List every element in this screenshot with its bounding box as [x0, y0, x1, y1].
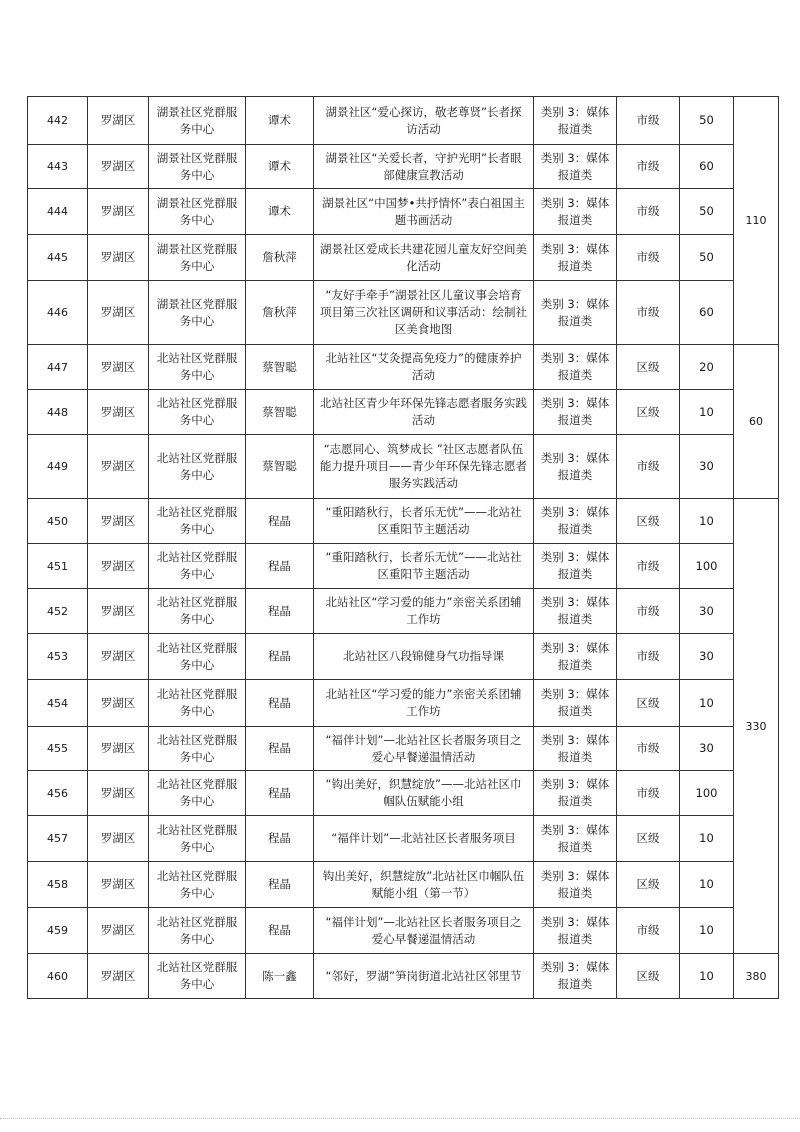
- organization-cell: 北站社区党群服务中心: [149, 499, 246, 544]
- level-cell: 区级: [617, 816, 680, 862]
- activity-cell: “邻好，罗湖”笋岗街道北站社区邻里节: [314, 954, 534, 999]
- row-number-cell: 446: [28, 281, 88, 345]
- group-total-cell: 110: [734, 97, 779, 345]
- organization-cell: 北站社区党群服务中心: [149, 727, 246, 771]
- district-cell: 罗湖区: [88, 345, 149, 390]
- score-cell: 10: [680, 816, 734, 862]
- category-cell: 类别 3：媒体报道类: [534, 771, 617, 816]
- level-cell: 市级: [617, 189, 680, 235]
- person-cell: 詹秋萍: [246, 235, 314, 281]
- person-cell: 蔡智聪: [246, 345, 314, 390]
- organization-cell: 北站社区党群服务中心: [149, 589, 246, 634]
- level-cell: 市级: [617, 235, 680, 281]
- person-cell: 程晶: [246, 862, 314, 908]
- group-total-cell: 330: [734, 499, 779, 954]
- row-number-cell: 444: [28, 189, 88, 235]
- district-cell: 罗湖区: [88, 634, 149, 680]
- score-cell: 100: [680, 544, 734, 589]
- score-cell: 10: [680, 954, 734, 999]
- person-cell: 程晶: [246, 908, 314, 954]
- category-cell: 类别 3：媒体报道类: [534, 145, 617, 189]
- activity-cell: “福伴计划”—北站社区长者服务项目之爱心早餐递温情活动: [314, 727, 534, 771]
- score-cell: 100: [680, 771, 734, 816]
- table-row: [28, 816, 779, 862]
- score-cell: 10: [680, 680, 734, 727]
- level-cell: 区级: [617, 499, 680, 544]
- table-row: [28, 862, 779, 908]
- category-cell: 类别 3：媒体报道类: [534, 435, 617, 499]
- activity-cell: 湖景社区爱成长共建花园儿童友好空间美化活动: [314, 235, 534, 281]
- row-number-cell: 457: [28, 816, 88, 862]
- score-cell: 30: [680, 727, 734, 771]
- category-cell: 类别 3：媒体报道类: [534, 680, 617, 727]
- category-cell: 类别 3：媒体报道类: [534, 189, 617, 235]
- row-number-cell: 452: [28, 589, 88, 634]
- level-cell: 区级: [617, 862, 680, 908]
- level-cell: 市级: [617, 544, 680, 589]
- activity-cell: 北站社区“学习爱的能力”亲密关系团辅工作坊: [314, 589, 534, 634]
- activity-cell: “福伴计划”—北站社区长者服务项目: [314, 816, 534, 862]
- category-cell: 类别 3：媒体报道类: [534, 544, 617, 589]
- activity-cell: 北站社区青少年环保先锋志愿者服务实践活动: [314, 390, 534, 435]
- row-number-cell: 455: [28, 727, 88, 771]
- person-cell: 程晶: [246, 771, 314, 816]
- table-row: [28, 544, 779, 589]
- category-cell: 类别 3：媒体报道类: [534, 954, 617, 999]
- table-row: [28, 189, 779, 235]
- row-number-cell: 449: [28, 435, 88, 499]
- district-cell: 罗湖区: [88, 589, 149, 634]
- row-number-cell: 456: [28, 771, 88, 816]
- organization-cell: 北站社区党群服务中心: [149, 680, 246, 727]
- activity-cell: “钩出美好，织慧绽放”——北站社区巾帼队伍赋能小组: [314, 771, 534, 816]
- group-total-cell: 60: [734, 345, 779, 499]
- organization-cell: 北站社区党群服务中心: [149, 544, 246, 589]
- table-row: [28, 634, 779, 680]
- level-cell: 市级: [617, 281, 680, 345]
- district-cell: 罗湖区: [88, 680, 149, 727]
- level-cell: 区级: [617, 390, 680, 435]
- table-row: [28, 954, 779, 999]
- person-cell: 蔡智聪: [246, 390, 314, 435]
- person-cell: 谭术: [246, 97, 314, 145]
- row-number-cell: 459: [28, 908, 88, 954]
- table-row: [28, 771, 779, 816]
- activity-cell: “福伴计划”—北站社区长者服务项目之爱心早餐递温情活动: [314, 908, 534, 954]
- category-cell: 类别 3：媒体报道类: [534, 908, 617, 954]
- district-cell: 罗湖区: [88, 499, 149, 544]
- district-cell: 罗湖区: [88, 954, 149, 999]
- organization-cell: 北站社区党群服务中心: [149, 435, 246, 499]
- level-cell: 市级: [617, 145, 680, 189]
- district-cell: 罗湖区: [88, 390, 149, 435]
- table-row: [28, 281, 779, 345]
- score-cell: 30: [680, 589, 734, 634]
- category-cell: 类别 3：媒体报道类: [534, 281, 617, 345]
- score-cell: 20: [680, 345, 734, 390]
- table-row: [28, 235, 779, 281]
- district-cell: 罗湖区: [88, 771, 149, 816]
- person-cell: 谭术: [246, 189, 314, 235]
- organization-cell: 北站社区党群服务中心: [149, 862, 246, 908]
- level-cell: 市级: [617, 771, 680, 816]
- row-number-cell: 442: [28, 97, 88, 145]
- row-number-cell: 458: [28, 862, 88, 908]
- level-cell: 市级: [617, 97, 680, 145]
- row-number-cell: 445: [28, 235, 88, 281]
- level-cell: 市级: [617, 589, 680, 634]
- district-cell: 罗湖区: [88, 816, 149, 862]
- person-cell: 程晶: [246, 634, 314, 680]
- score-cell: 50: [680, 189, 734, 235]
- district-cell: 罗湖区: [88, 189, 149, 235]
- category-cell: 类别 3：媒体报道类: [534, 862, 617, 908]
- category-cell: 类别 3：媒体报道类: [534, 345, 617, 390]
- row-number-cell: 453: [28, 634, 88, 680]
- activity-cell: “重阳踏秋行，长者乐无忧”——北站社区重阳节主题活动: [314, 499, 534, 544]
- organization-cell: 湖景社区党群服务中心: [149, 235, 246, 281]
- district-cell: 罗湖区: [88, 281, 149, 345]
- person-cell: 谭术: [246, 145, 314, 189]
- level-cell: 市级: [617, 727, 680, 771]
- level-cell: 市级: [617, 908, 680, 954]
- level-cell: 区级: [617, 954, 680, 999]
- activity-cell: 湖景社区“关爱长者，守护光明”长者眼部健康宣教活动: [314, 145, 534, 189]
- category-cell: 类别 3：媒体报道类: [534, 727, 617, 771]
- score-cell: 10: [680, 908, 734, 954]
- level-cell: 区级: [617, 345, 680, 390]
- category-cell: 类别 3：媒体报道类: [534, 634, 617, 680]
- organization-cell: 北站社区党群服务中心: [149, 908, 246, 954]
- category-cell: 类别 3：媒体报道类: [534, 589, 617, 634]
- table-row: [28, 499, 779, 544]
- score-cell: 10: [680, 390, 734, 435]
- level-cell: 区级: [617, 680, 680, 727]
- organization-cell: 湖景社区党群服务中心: [149, 281, 246, 345]
- row-number-cell: 454: [28, 680, 88, 727]
- organization-cell: 北站社区党群服务中心: [149, 816, 246, 862]
- group-total-cell: 380: [734, 954, 779, 999]
- district-cell: 罗湖区: [88, 97, 149, 145]
- score-cell: 10: [680, 862, 734, 908]
- activity-cell: “志愿同心、筑梦成长 ”社区志愿者队伍能力提升项目——青少年环保先锋志愿者服务实践活动: [314, 435, 534, 499]
- organization-cell: 北站社区党群服务中心: [149, 634, 246, 680]
- table-row: [28, 345, 779, 390]
- score-cell: 60: [680, 145, 734, 189]
- row-number-cell: 451: [28, 544, 88, 589]
- score-cell: 30: [680, 435, 734, 499]
- table-row: [28, 908, 779, 954]
- district-cell: 罗湖区: [88, 235, 149, 281]
- score-cell: 60: [680, 281, 734, 345]
- person-cell: 詹秋萍: [246, 281, 314, 345]
- activity-cell: 钩出美好，织慧绽放”北站社区巾帼队伍赋能小组（第一节）: [314, 862, 534, 908]
- organization-cell: 北站社区党群服务中心: [149, 390, 246, 435]
- district-cell: 罗湖区: [88, 908, 149, 954]
- organization-cell: 北站社区党群服务中心: [149, 345, 246, 390]
- organization-cell: 北站社区党群服务中心: [149, 954, 246, 999]
- person-cell: 程晶: [246, 816, 314, 862]
- activity-cell: 北站社区“学习爱的能力”亲密关系团辅工作坊: [314, 680, 534, 727]
- row-number-cell: 460: [28, 954, 88, 999]
- activity-cell: 北站社区八段锦健身气功指导课: [314, 634, 534, 680]
- row-number-cell: 443: [28, 145, 88, 189]
- table-row: [28, 145, 779, 189]
- person-cell: 程晶: [246, 499, 314, 544]
- organization-cell: 湖景社区党群服务中心: [149, 189, 246, 235]
- score-cell: 30: [680, 634, 734, 680]
- table-row: [28, 680, 779, 727]
- district-cell: 罗湖区: [88, 145, 149, 189]
- row-number-cell: 450: [28, 499, 88, 544]
- district-cell: 罗湖区: [88, 727, 149, 771]
- organization-cell: 北站社区党群服务中心: [149, 771, 246, 816]
- person-cell: 蔡智聪: [246, 435, 314, 499]
- page-bottom-rule: [0, 1118, 800, 1119]
- row-number-cell: 448: [28, 390, 88, 435]
- level-cell: 市级: [617, 634, 680, 680]
- table-row: [28, 589, 779, 634]
- person-cell: 程晶: [246, 544, 314, 589]
- score-cell: 50: [680, 97, 734, 145]
- activity-cell: 湖景社区“中国梦•共抒情怀”表白祖国主题书画活动: [314, 189, 534, 235]
- person-cell: 程晶: [246, 589, 314, 634]
- level-cell: 市级: [617, 435, 680, 499]
- score-cell: 50: [680, 235, 734, 281]
- organization-cell: 湖景社区党群服务中心: [149, 145, 246, 189]
- table-row: [28, 97, 779, 145]
- row-number-cell: 447: [28, 345, 88, 390]
- score-cell: 10: [680, 499, 734, 544]
- activity-cell: 北站社区“艾灸提高免疫力”的健康养护活动: [314, 345, 534, 390]
- table-row: [28, 435, 779, 499]
- person-cell: 程晶: [246, 680, 314, 727]
- activity-cell: “重阳踏秋行，长者乐无忧”——北站社区重阳节主题活动: [314, 544, 534, 589]
- category-cell: 类别 3：媒体报道类: [534, 499, 617, 544]
- category-cell: 类别 3：媒体报道类: [534, 390, 617, 435]
- person-cell: 陈一鑫: [246, 954, 314, 999]
- person-cell: 程晶: [246, 727, 314, 771]
- score-table: [27, 96, 779, 999]
- category-cell: 类别 3：媒体报道类: [534, 235, 617, 281]
- category-cell: 类别 3：媒体报道类: [534, 97, 617, 145]
- district-cell: 罗湖区: [88, 435, 149, 499]
- category-cell: 类别 3：媒体报道类: [534, 816, 617, 862]
- district-cell: 罗湖区: [88, 544, 149, 589]
- table-row: [28, 727, 779, 771]
- activity-cell: 湖景社区“爱心探访，敬老尊贤”长者探访活动: [314, 97, 534, 145]
- activity-cell: “友好手牵手”湖景社区儿童议事会培育项目第三次社区调研和议事活动：绘制社区美食地图: [314, 281, 534, 345]
- district-cell: 罗湖区: [88, 862, 149, 908]
- organization-cell: 湖景社区党群服务中心: [149, 97, 246, 145]
- table-row: [28, 390, 779, 435]
